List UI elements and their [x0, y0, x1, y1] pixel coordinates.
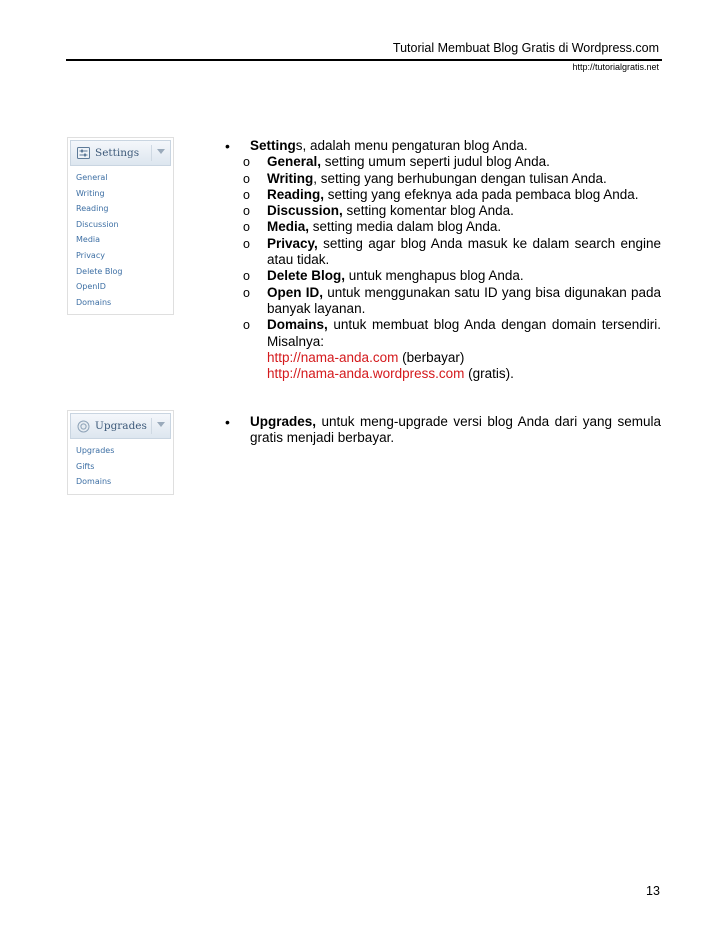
item-desc: setting media dalam blog Anda.: [309, 219, 502, 235]
sublist-item: [243, 219, 661, 235]
example-note: (berbayar): [398, 349, 465, 365]
settings-icon: [76, 147, 90, 160]
item-desc: untuk membuat blog Anda dengan domain tersendiri. Misalnya:: [267, 317, 661, 349]
sublist-item: [243, 170, 661, 187]
upgrades-widget-header[interactable]: [70, 413, 171, 439]
example-link[interactable]: http://nama-anda.wordpress.com: [267, 366, 465, 382]
item-term: Discussion,: [267, 203, 343, 219]
settings-term: Setting: [250, 138, 296, 153]
chevron-down-icon[interactable]: [157, 422, 165, 427]
upgrades-description: untuk meng-upgrade versi blog Anda dari yang semula gratis menjadi berbayar.: [250, 414, 661, 446]
item-desc: setting umum seperti judul blog Anda.: [321, 154, 550, 170]
item-desc: setting komentar blog Anda.: [342, 203, 514, 219]
sublist-item: [243, 317, 661, 382]
upgrades-menu-item[interactable]: Domains: [76, 477, 112, 487]
upgrades-menu-item[interactable]: Upgrades: [76, 446, 115, 455]
upgrades-icon: [76, 420, 90, 433]
sub-bullet-icon: o: [243, 220, 250, 235]
bullet-icon: •: [225, 414, 230, 430]
sub-bullet-icon: o: [243, 269, 250, 284]
settings-menu-item[interactable]: Delete Blog: [76, 266, 123, 276]
example-note: (gratis).: [464, 366, 514, 382]
settings-menu-item[interactable]: Reading: [76, 204, 109, 214]
item-term: Reading,: [267, 186, 325, 202]
header-rule: [66, 59, 662, 61]
settings-menu-item[interactable]: Privacy: [76, 250, 105, 260]
item-term: General,: [267, 154, 322, 170]
settings-bullet: [225, 138, 661, 154]
settings-sublist: [225, 154, 661, 382]
upgrades-menu-item[interactable]: Gifts: [76, 461, 95, 471]
sub-bullet-icon: o: [243, 204, 250, 219]
header-separator: [151, 145, 152, 161]
sublist-item: [243, 186, 661, 203]
sublist-item: [243, 235, 661, 269]
item-term: Open ID,: [267, 284, 324, 300]
settings-section: [225, 138, 661, 382]
settings-widget: [67, 137, 174, 315]
settings-widget-title: Settings: [95, 147, 140, 159]
example-link[interactable]: http://nama-anda.com: [267, 349, 399, 365]
sub-bullet-icon: o: [243, 187, 250, 202]
sub-bullet-icon: o: [243, 236, 250, 251]
header-separator: [151, 418, 152, 434]
item-desc: untuk menghapus blog Anda.: [345, 268, 524, 284]
sub-bullet-icon: o: [243, 171, 250, 186]
settings-menu-item[interactable]: Domains: [76, 297, 112, 307]
page-number: 13: [646, 884, 660, 898]
item-desc: untuk menggunakan satu ID yang bisa digunakan pada banyak layanan.: [267, 284, 661, 316]
settings-menu-item[interactable]: Media: [76, 235, 101, 245]
item-desc: setting agar blog Anda masuk ke dalam search engine atau tidak.: [267, 235, 661, 268]
item-term: Media,: [267, 219, 310, 235]
item-term: Domains,: [267, 317, 328, 333]
settings-menu-item[interactable]: Discussion: [76, 219, 119, 229]
sub-bullet-icon: o: [243, 155, 250, 170]
example-line: [267, 350, 661, 366]
upgrades-section: [225, 414, 661, 447]
bullet-icon: •: [225, 138, 230, 154]
sublist-item: [243, 284, 661, 318]
header-title: Tutorial Membuat Blog Gratis di Wordpress.com: [392, 41, 659, 55]
sub-bullet-icon: o: [243, 285, 250, 300]
settings-menu-item[interactable]: OpenID: [76, 282, 106, 292]
settings-description: s, adalah menu pengaturan blog Anda.: [295, 138, 528, 153]
sublist-item: [243, 154, 661, 170]
upgrades-widget: [67, 410, 174, 495]
chevron-down-icon[interactable]: [157, 149, 165, 154]
upgrades-widget-title: Upgrades: [95, 420, 147, 432]
sub-bullet-icon: o: [243, 318, 250, 333]
settings-widget-header[interactable]: [70, 140, 171, 166]
item-term: Privacy,: [267, 235, 318, 251]
sublist-item: [243, 203, 661, 219]
example-line: [267, 366, 661, 382]
item-desc: setting yang efeknya ada pada pembaca blog Anda.: [324, 186, 639, 202]
sublist-item: [243, 268, 661, 284]
item-term: Delete Blog,: [267, 268, 346, 284]
settings-menu-item[interactable]: Writing: [76, 188, 105, 198]
item-desc: , setting yang berhubungan dengan tulisan Anda.: [313, 170, 607, 186]
item-term: Writing: [267, 170, 314, 186]
header-url: http://tutorialgratis.net: [572, 62, 659, 72]
upgrades-term: Upgrades,: [250, 414, 317, 429]
settings-menu-item[interactable]: General: [76, 173, 108, 182]
upgrades-bullet: [225, 414, 661, 447]
